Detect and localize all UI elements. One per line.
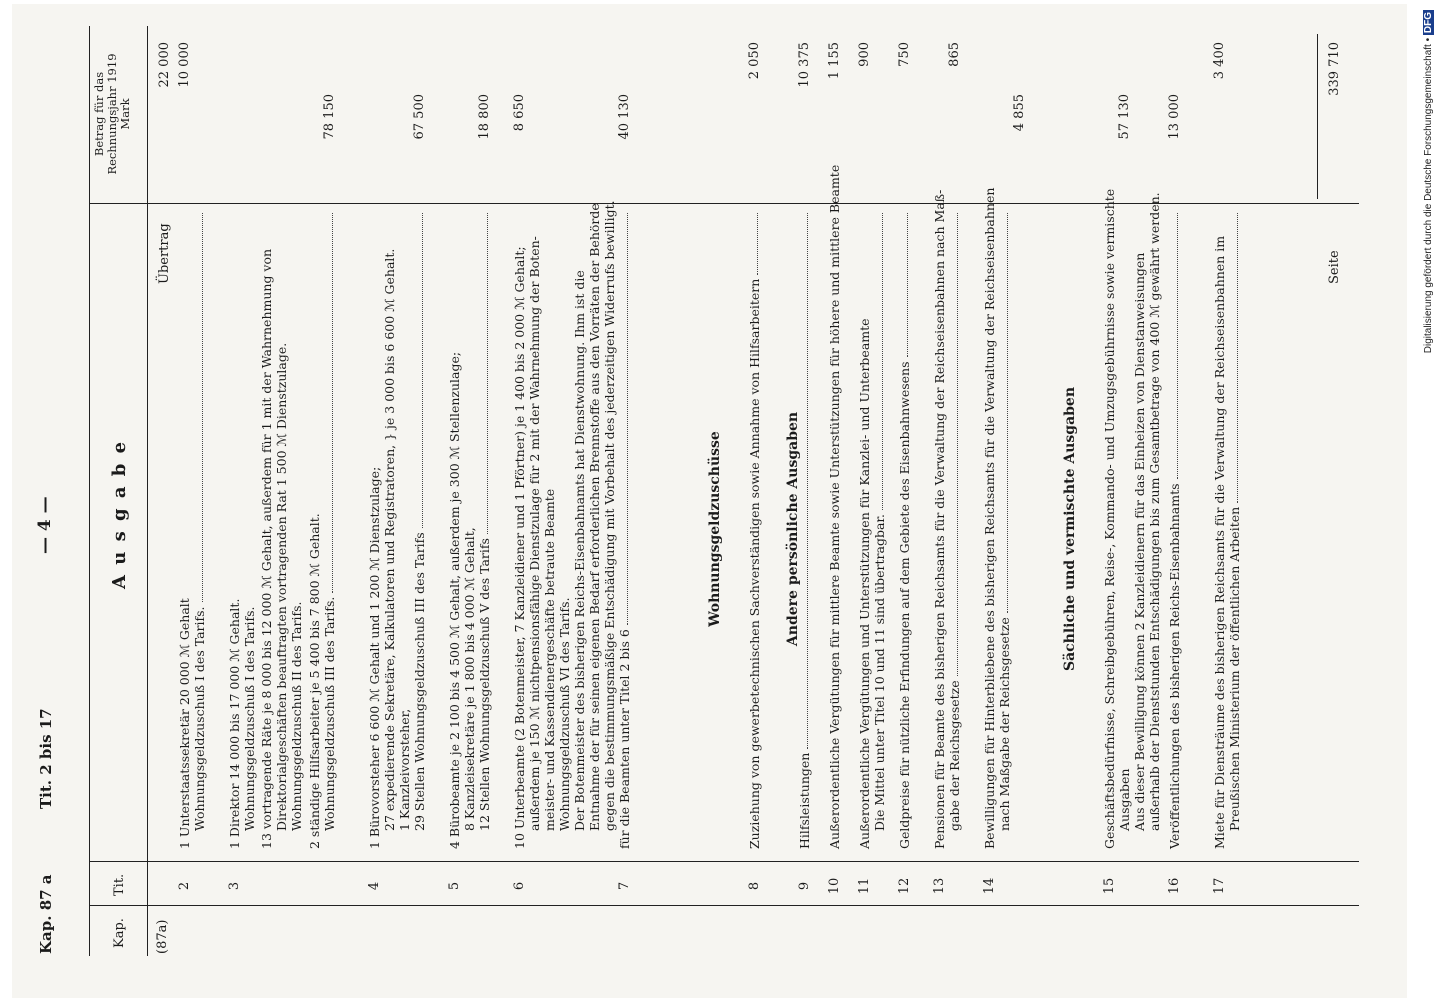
kap-value: (87a): [155, 919, 170, 954]
dot-leader: [617, 213, 628, 625]
row-line: 2 ständige Hilfsarbeiter je 5 400 bis 7 800 ℳ Gehalt.: [307, 513, 322, 849]
row-line: Die Mittel unter Titel 10 und 11 sind übertragbar.: [872, 514, 887, 831]
section-wohnungsgeld: Wohnungsgeldzuschüsse: [707, 431, 723, 627]
rotated-page-content: Kap. 87 a Tit. 2 bis 17 — 4 — Kap. Tit. A u s g a b e Betrag für das Rechnungsjahr 1919 Mark (87a) Übertrag 22 000 2 1 Unterstaatssekretär 20 000 ℳ Gehalt Wohnungsgeldzuschuß I des Tarifs. 10 000 3 1 Direktor 14 000 bis 17 000 ℳ Gehalt. Wohnungsgeldzuschuß I des Tarifs. 13 vortragende Räte je 8 000 bis 12 000 ℳ Gehalt, außerdem für 1 mit der Wahrnehmung von Direktorialgeschäften beauftragten vortragenden Rat 1 500 ℳ Dienstzulage. Wohnungsgeldzuschuß II des Tarifs. 2 ständige Hilfsarbeiter je 5 400 bis 7 800 ℳ Gehalt. Wohnungsgeldzuschuß III des Tarifs. 78 150 4 1 Bürovorsteher 6 600 ℳ Gehalt und 1 200 ℳ Dienstzulage; 27 expedierende Sekretäre, Kalkulatoren und Registratoren, } je 3 000 bis 6 600 ℳ Gehalt. 1 Kanzleivorsteher, 29 Stellen Wohnungsgeldzuschuß III des Tarifs 67 500 5 4 Bürobeamte je 2 100 bis 4 500 ℳ Gehalt, außerdem je 300 ℳ Stellenzulage; 8 Kanzleisekretäre je 1 800 bis 4 000 ℳ Gehalt, 12 Stellen Wohnungsgeldzuschuß V des Tarifs 18 800 6 10 Unterbeamte (2 Botenmeister, 7 Kanzleidiener und 1 Pförtner) je 1 400 bis 2 000 ℳ Gehalt; außerdem je 150 ℳ nichtpensionsfähige Dienstzulage für 2 mit der Wahrnehmung der Boten- meister- und Kassendienergeschäfte betraute Beamte Wohnungsgeldzuschuß VI des Tarifs. Der Botenmeister des bisherigen Reichs-Eisenbahnamts hat Dienstwohnung. Ihm ist die Entnahme der für seinen eigenen Bedarf erforderlichen Brennstoffe aus den Vorräten der Behörde gegen die bestimmungsmäßige Entschädigung mit Vorbehalt des jederzeitigen Widerrufs bewilligt. 8 650 7 für die Beamten unter Titel 2 bis 6 40 130 8 Zuziehung von gewerbetechnischen Sachverständigen sowie Annahme von Hilfsarbeitern 2 050 9 Hilfsleistungen 10 375 10 Außerordentliche Vergütungen für mittlere Beamte sowie Unterstützungen für höhere und mittlere Beamte 1 155 11 Außerordentliche Vergütungen und Unterstützungen für Kanzlei- und Unterbeamte Die Mittel unter Titel 10 und 11 sind übertragbar. 900 12 Geldpreise für nützliche Erfindungen auf dem Gebiete des Eisenbahnwesens 750 13 Pensionen für Beamte des bisherigen Reichsamts für die Verwaltung der Reichseisenbahnen nach Maß- gabe der Reichsgesetze 865 14 Bewilligungen für Hinterbliebene des bisherigen Reichsamts für die Verwaltung der Reichseisenbahnen nach Maßgabe der Reichsgesetze 4 855 15 Geschäftsbedürfnisse, Schreibgebühren, Reise-, Kommando- und Umzugsgebührnisse sowie vermischte Ausgaben Aus dieser Bewilligung können 2 Kanzleidienern für das Einheizen von Dienstanweisungen außerhalb der Dienststunden Entschädigungen bis zum Gesamtbetrage von 400 ℳ gewährt werden. 57 130 16 Veröffentlichungen des bisherigen Reichs-Eisenbahnamts 13 000 17 Miete für Diensträume des bisherigen Reichsamts für die Verwaltung der Reichseisenbahnen im Preußischen Ministerium der öffentlichen Arbeiten 3 400 Wohnungsgeldzuschüsse Andere persönliche Ausgaben Sächliche und vermischte Ausgaben Seite 339 710: [27, 24, 1407, 984]
row-line: Veröffentlichungen des bisherigen Reichs-Eisenbahnamts: [1167, 483, 1182, 849]
row-line: Geschäftsbedürfnisse, Schreibgebühren, Reise-, Kommando- und Umzugsgebührnisse sowie vermischte: [1102, 188, 1117, 849]
sum-rule: [1317, 34, 1318, 199]
row-text: [1102, 188, 1162, 849]
row-tit: 16: [1167, 877, 1182, 895]
row-line: Zuziehung von gewerbetechnischen Sachverständigen sowie Annahme von Hilfsarbeitern: [747, 278, 762, 849]
row-text: [747, 209, 762, 849]
dot-leader: [897, 213, 908, 357]
section-saechliche: Sächliche und vermischte Ausgaben: [1062, 386, 1078, 672]
dot-leader: [322, 213, 333, 593]
header-bottom-rule: [147, 26, 148, 956]
row-text: [932, 189, 962, 849]
dot-leader: [1167, 213, 1178, 479]
row-line: außerhalb der Dienststunden Entschädigungen bis zum Gesamtbetrage von 400 ℳ gewährt werden.: [1147, 192, 1162, 831]
dfg-side-credit: [1421, 10, 1434, 990]
row-line: 12 Stellen Wohnungsgeldzuschuß V des Tarifs: [477, 538, 492, 831]
row-line: für die Beamten unter Titel 2 bis 6: [617, 629, 632, 849]
row-tit: 13: [932, 877, 947, 895]
row-line: außerdem je 150 ℳ nichtpensionsfähige Dienstzulage für 2 mit der Wahrnehmung der Boten-: [527, 236, 542, 831]
row-line: Wohnungsgeldzuschuß VI des Tarifs.: [557, 597, 572, 831]
row-line: gegen die bestimmungsmäßige Entschädigung mit Vorbehalt des jederzeitigen Widerrufs bewilligt.: [602, 200, 617, 831]
col-header-ausgabe: A u s g a b e: [109, 439, 130, 589]
row-line: Direktorialgeschäften beauftragten vortragenden Rat 1 500 ℳ Dienstzulage.: [274, 342, 289, 831]
side-text: Digitalisierung gefördert durch die Deutsche Forschungsgemeinschaft •: [1423, 37, 1434, 354]
row-text: [447, 209, 492, 849]
row-line: Wohnungsgeldzuschuß I des Tarifs.: [242, 606, 257, 831]
row-text: [617, 209, 632, 849]
row-line: Entnahme der für seinen eigenen Bedarf erforderlichen Brennstoffe aus den Vorräten der Behörde: [587, 203, 602, 831]
footer-label: Seite: [1327, 250, 1342, 284]
dot-leader: [1227, 213, 1238, 503]
col-header-betrag: [93, 34, 132, 194]
row-tit: 5: [447, 881, 462, 891]
row-tit: 17: [1212, 877, 1227, 895]
row-line: gabe der Reichsgesetze: [947, 680, 962, 831]
row-line: Hilfsleistungen: [797, 752, 812, 849]
row-text: [857, 209, 887, 849]
row-text: [827, 164, 842, 849]
row-line: Preußischen Ministerium der öffentlichen Arbeiten: [1227, 506, 1242, 831]
dot-leader: [997, 213, 1008, 613]
betrag-unit: Mark: [118, 98, 132, 130]
dfg-logo: DFG: [1423, 12, 1434, 34]
row-text: [307, 209, 337, 849]
dot-leader: [872, 213, 883, 510]
dot-leader: [747, 213, 758, 275]
row-line: meister- und Kassendienergeschäfte betraute Beamte: [542, 488, 557, 831]
dot-leader: [477, 213, 488, 534]
row-line: Bewilligungen für Hinterbliebene des bisherigen Reichsamts für die Verwaltung der Reichseisenbahnen: [982, 187, 997, 849]
row-tit: 2: [177, 881, 192, 891]
row-text: [227, 209, 257, 849]
row-text: [259, 209, 304, 849]
header-page-number: — 4 —: [35, 496, 55, 554]
dot-leader: [412, 213, 423, 528]
row-text: [1167, 209, 1182, 849]
row-line: Miete für Diensträume des bisherigen Reichsamts für die Verwaltung der Reichseisenbahnen im: [1212, 235, 1227, 849]
header-kap: Kap. 87 a: [37, 874, 55, 954]
uebertrag-label: Übertrag: [157, 223, 172, 284]
row-line: 1 Direktor 14 000 bis 17 000 ℳ Gehalt.: [227, 598, 242, 849]
row-tit: 7: [617, 881, 632, 891]
betrag-label: Betrag für das Rechnungsjahr 1919: [92, 53, 119, 175]
row-line: Geldpreise für nützliche Erfindungen auf dem Gebiete des Eisenbahnwesens: [897, 361, 912, 849]
row-line: Wohnungsgeldzuschuß I des Tarifs.: [192, 606, 207, 831]
dot-leader: [947, 213, 958, 676]
row-tit: 8: [747, 881, 762, 891]
dot-leader: [192, 213, 203, 602]
row-text: [897, 209, 912, 849]
row-text: [177, 209, 207, 849]
row-text: [982, 187, 1012, 849]
row-line: Außerordentliche Vergütungen für mittlere Beamte sowie Unterstützungen für höhere und mittlere Beamte: [827, 164, 842, 849]
row-line: Wohnungsgeldzuschuß III des Tarifs.: [322, 596, 337, 831]
row-line: 4 Bürobeamte je 2 100 bis 4 500 ℳ Gehalt, außerdem je 300 ℳ Stellenzulage;: [447, 351, 462, 849]
row-line: 1 Bürovorsteher 6 600 ℳ Gehalt und 1 200 ℳ Dienstzulage;: [367, 466, 382, 849]
row-tit: 3: [227, 881, 242, 891]
row-line: Außerordentliche Vergütungen und Unterstützungen für Kanzlei- und Unterbeamte: [857, 318, 872, 849]
row-line: 10 Unterbeamte (2 Botenmeister, 7 Kanzleidiener und 1 Pförtner) je 1 400 bis 2 000 ℳ Gehalt;: [512, 246, 527, 849]
row-line: Aus dieser Bewilligung können 2 Kanzleidienern für das Einheizen von Dienstanweisungen: [1132, 252, 1147, 831]
row-tit: 4: [367, 881, 382, 891]
col-header-kap: Kap.: [112, 918, 127, 948]
section-andere: Andere persönliche Ausgaben: [785, 411, 801, 647]
scanned-page: [12, 4, 1407, 998]
row-text: [367, 209, 427, 849]
row-line: Ausgaben: [1117, 768, 1132, 831]
row-line: 27 expedierende Sekretäre, Kalkulatoren und Registratoren, } je 3 000 bis 6 600 ℳ Gehalt.: [382, 248, 397, 831]
row-line: Der Botenmeister des bisherigen Reichs-Eisenbahnamts hat Dienstwohnung. Ihm ist die: [572, 270, 587, 831]
row-line: 1 Kanzleivorsteher,: [397, 708, 412, 831]
row-tit: 12: [897, 877, 912, 895]
row-tit: 10: [827, 877, 842, 895]
row-line: 1 Unterstaatssekretär 20 000 ℳ Gehalt: [177, 598, 192, 849]
row-tit: 6: [512, 881, 527, 891]
row-line: 29 Stellen Wohnungsgeldzuschuß III des Tarifs: [412, 532, 427, 831]
header-tit: Tit. 2 bis 17: [37, 708, 55, 809]
col-header-tit: Tit.: [112, 873, 127, 896]
col-rule-tit: [89, 861, 1359, 862]
row-tit: 14: [982, 877, 997, 895]
row-tit: 9: [797, 881, 812, 891]
row-line: nach Maßgabe der Reichsgesetze: [997, 617, 1012, 831]
row-text: [512, 200, 617, 849]
row-tit: 11: [857, 877, 872, 895]
col-rule-betrag: [89, 203, 1359, 204]
row-line: 13 vortragende Räte je 8 000 bis 12 000 ℳ Gehalt, außerdem für 1 mit der Wahrnehmung von: [259, 248, 274, 849]
row-text: [1212, 209, 1242, 849]
row-line: Wohnungsgeldzuschuß II des Tarifs.: [289, 601, 304, 831]
row-line: Pensionen für Beamte des bisherigen Reichsamts für die Verwaltung der Reichseisenbahnen nach Maß-: [932, 189, 947, 849]
row-line: 8 Kanzleisekretäre je 1 800 bis 4 000 ℳ Gehalt,: [462, 527, 477, 831]
row-tit: 15: [1102, 877, 1117, 895]
table-top-rule: [89, 26, 90, 956]
